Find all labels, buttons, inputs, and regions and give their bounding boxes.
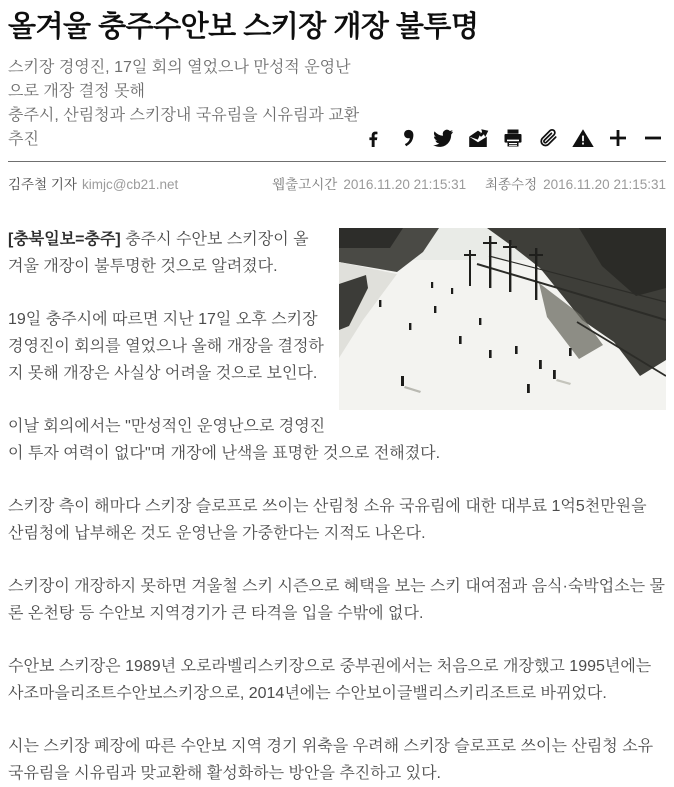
published-time: 2016.11.20 21:15:31 [343,176,467,192]
paragraph: 이날 회의에서는 "만성적인 운영난으로 경영진이 투자 여력이 없다"며 개장에 난색을 표명한 것으로 전해졌다. [8,417,441,462]
font-increase-icon[interactable] [607,127,629,149]
updated-label: 최종수정 [484,176,538,192]
subhead-line: 충주시, 산림청과 스키장내 국유림을 시유림과 교환 추진 [8,106,360,148]
updated-time: 2016.11.20 21:15:31 [543,176,666,192]
subheadline [8,56,362,152]
paragraph-text: 충주시 수안보 스키장이 올 겨울 개장이 불투명한 것으로 알려졌다. [8,230,309,275]
facebook-icon[interactable] [362,127,384,149]
share-toolbar [362,127,666,152]
paragraph: 스키장 측이 해마다 스키장 슬로프로 쓰이는 산림청 소유 국유림에 대한 대부료 1억5천만원을 산림청에 납부해온 것도 운영난을 가중한다는 지적도 나온다. [8,497,647,542]
page-title: 올겨울 충주수안보 스키장 개장 불투명 [8,11,479,43]
dateline: [충북일보=충주] [8,230,121,248]
timestamps [272,173,666,193]
published-label: 웹출고시간 [272,176,338,192]
font-decrease-icon[interactable] [642,127,664,149]
email-share-icon[interactable] [467,127,489,149]
byline [8,173,178,193]
ski-slope-photo [339,228,666,410]
paragraph: 19일 충주시에 따르면 지난 17일 오후 스키장 경영진이 회의를 열었으나 올해 개장을 결정하지 못해 개장은 사실상 어려울 것으로 보인다. [8,310,324,382]
report-error-icon[interactable] [572,127,594,149]
lead-row [8,56,666,162]
reporter-name: 김주철 기자 [8,176,77,192]
article-photo [339,228,666,410]
byline-row [8,162,666,193]
paragraph: 스키장이 개장하지 못하면 겨울철 스키 시즌으로 혜택을 보는 스키 대여점과 음식·숙박업소는 물론 온천탕 등 수안보 지역경기가 큰 타격을 입을 수밖에 없다. [8,577,666,622]
article-body [8,226,666,787]
kakaostory-icon[interactable] [397,127,419,149]
attachment-icon[interactable] [537,127,559,149]
paragraph: 수안보 스키장은 1989년 오로라벨리스키장으로 중부권에서는 처음으로 개장했고 1995년에는 사조마을리조트수안보스키장으로, 2014년에는 수안보이글밸리스키리조트로 바뀌었다. [8,657,652,702]
print-icon[interactable] [502,127,524,149]
paragraph: 시는 스키장 폐장에 따른 수안보 지역 경기 위축을 우려해 스키장 슬로프로 쓰이는 산림청 소유 국유림을 시유림과 맞교환해 활성화하는 방안을 추진하고 있다. [8,737,654,782]
twitter-icon[interactable] [432,127,454,149]
subhead-line: 스키장 경영진, 17일 회의 열었으나 만성적 운영난으로 개장 결정 못해 [8,58,351,100]
reporter-email[interactable]: kimjc@cb21.net [81,176,179,192]
